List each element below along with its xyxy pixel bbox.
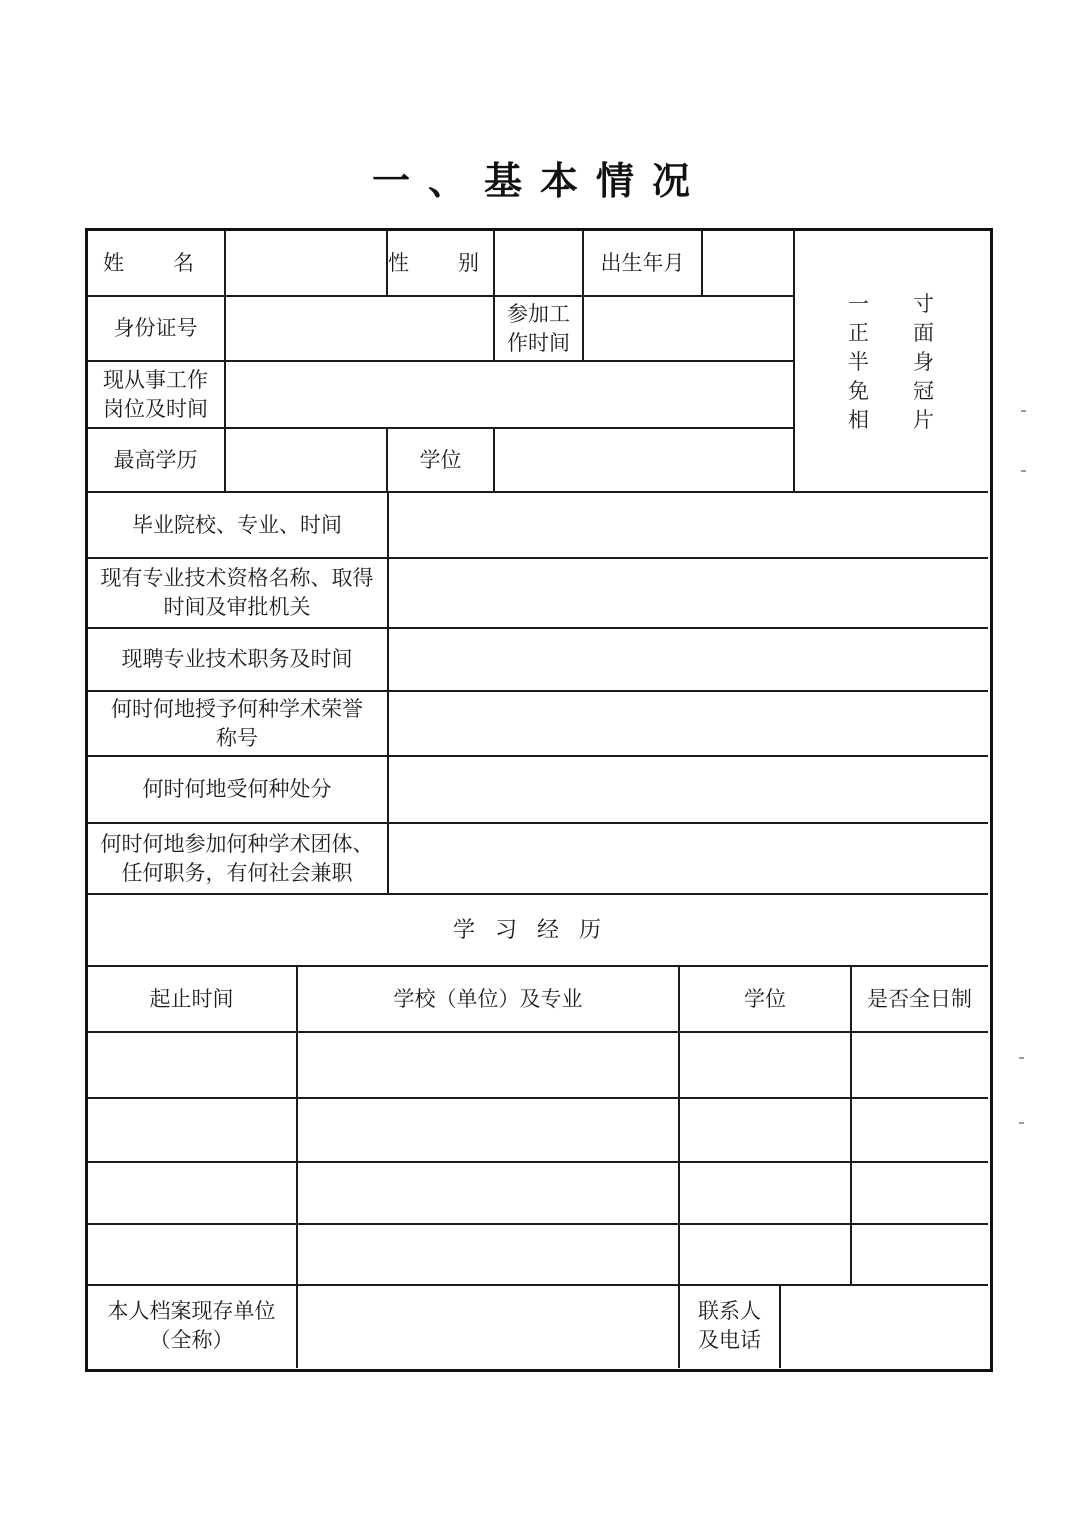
fulltime-cell[interactable] [852,1099,987,1161]
contact-field[interactable] [781,1286,987,1366]
birth-label: 出生年月 [600,251,685,275]
label-line: 何时何地授予何种学术荣誉 [111,696,363,721]
photo-note-char: 面 [913,321,934,345]
fulltime-cell[interactable] [852,1033,987,1097]
study-history-heading: 学习经历 [452,917,621,943]
academic-groups-label [87,824,387,893]
degree-cell[interactable] [680,1099,850,1161]
current-position-field[interactable] [389,629,987,690]
current-post-label [87,362,224,427]
id-number-label: 身份证号 [113,316,198,340]
school-cell[interactable] [298,1033,678,1097]
label-line: 任何职务，有何社会兼职 [121,860,353,885]
table-row [87,1225,987,1284]
gender-field[interactable] [495,232,582,295]
photo-note-char: 半 [848,350,869,374]
label-line: （全称） [149,1328,234,1352]
col-header-fulltime: 是否全日制 [867,986,972,1011]
label-line: 现从事工作 [103,367,208,392]
photo-box[interactable] [795,232,987,491]
label-line: 本人档案现存单位 [107,1299,276,1323]
degree-cell[interactable] [680,1033,850,1097]
archive-unit-label [87,1286,296,1366]
scan-mark [1021,410,1026,412]
name-label: 姓 名 [103,251,208,275]
honors-label [87,692,387,755]
scan-mark [1019,1057,1024,1059]
punishment-field[interactable] [389,757,987,822]
school-cell[interactable] [298,1163,678,1223]
fulltime-cell[interactable] [852,1163,987,1223]
label-line: 称号 [216,725,258,750]
table-row [87,1099,987,1161]
degree-cell[interactable] [680,1163,850,1223]
degree-cell[interactable] [680,1225,850,1284]
photo-note-char: 寸 [913,292,934,316]
table-row [87,1163,987,1223]
photo-note-char: 冠 [913,379,934,403]
label-line: 联系人 [698,1299,761,1323]
school-cell[interactable] [298,1099,678,1161]
scan-mark [1019,1122,1024,1124]
id-number-field[interactable] [226,297,493,360]
honors-field[interactable] [389,692,987,755]
photo-note-char: 一 [848,292,869,316]
table-row [87,1033,987,1097]
col-header-school: 学校（单位）及专业 [393,986,583,1011]
label-line: 何时何地参加何种学术团体、 [100,831,374,856]
punishment-label: 何时何地受何种处分 [142,777,332,801]
degree-label: 学位 [419,447,462,472]
qualification-field[interactable] [389,559,987,627]
label-line: 作时间 [507,330,570,355]
current-post-field[interactable] [226,362,793,427]
scan-mark [1021,470,1026,472]
col-header-degree: 学位 [744,986,786,1011]
period-cell[interactable] [87,1099,296,1161]
page-title: 一、基本情况 [371,159,708,203]
highest-education-label: 最高学历 [113,447,198,472]
label-line: 及电话 [698,1328,761,1352]
contact-label [680,1286,779,1366]
join-work-time-label [495,297,582,360]
col-header-period: 起止时间 [149,986,234,1011]
photo-note-char: 正 [848,321,869,345]
photo-note-char: 相 [848,408,869,432]
join-work-time-field[interactable] [584,297,793,360]
photo-note-char: 片 [913,408,934,432]
label-line: 时间及审批机关 [163,595,311,619]
current-position-label: 现聘专业技术职务及时间 [121,647,353,671]
qualification-label [87,559,387,627]
period-cell[interactable] [87,1225,296,1284]
photo-note-char: 免 [848,379,869,403]
academic-groups-field[interactable] [389,824,987,893]
graduation-field[interactable] [389,493,987,557]
archive-unit-field[interactable] [298,1286,678,1366]
gender-label: 性 别 [388,251,493,275]
school-cell[interactable] [298,1225,678,1284]
birth-field[interactable] [703,232,793,295]
name-field[interactable] [226,232,386,295]
label-line: 参加工 [507,301,570,326]
label-line: 岗位及时间 [103,396,208,421]
degree-field[interactable] [495,429,793,491]
highest-education-field[interactable] [226,429,386,491]
period-cell[interactable] [87,1033,296,1097]
fulltime-cell[interactable] [852,1225,987,1284]
graduation-label: 毕业院校、专业、时间 [132,512,342,537]
photo-note-char: 身 [913,350,934,374]
period-cell[interactable] [87,1163,296,1223]
label-line: 现有专业技术资格名称、取得 [100,566,374,590]
